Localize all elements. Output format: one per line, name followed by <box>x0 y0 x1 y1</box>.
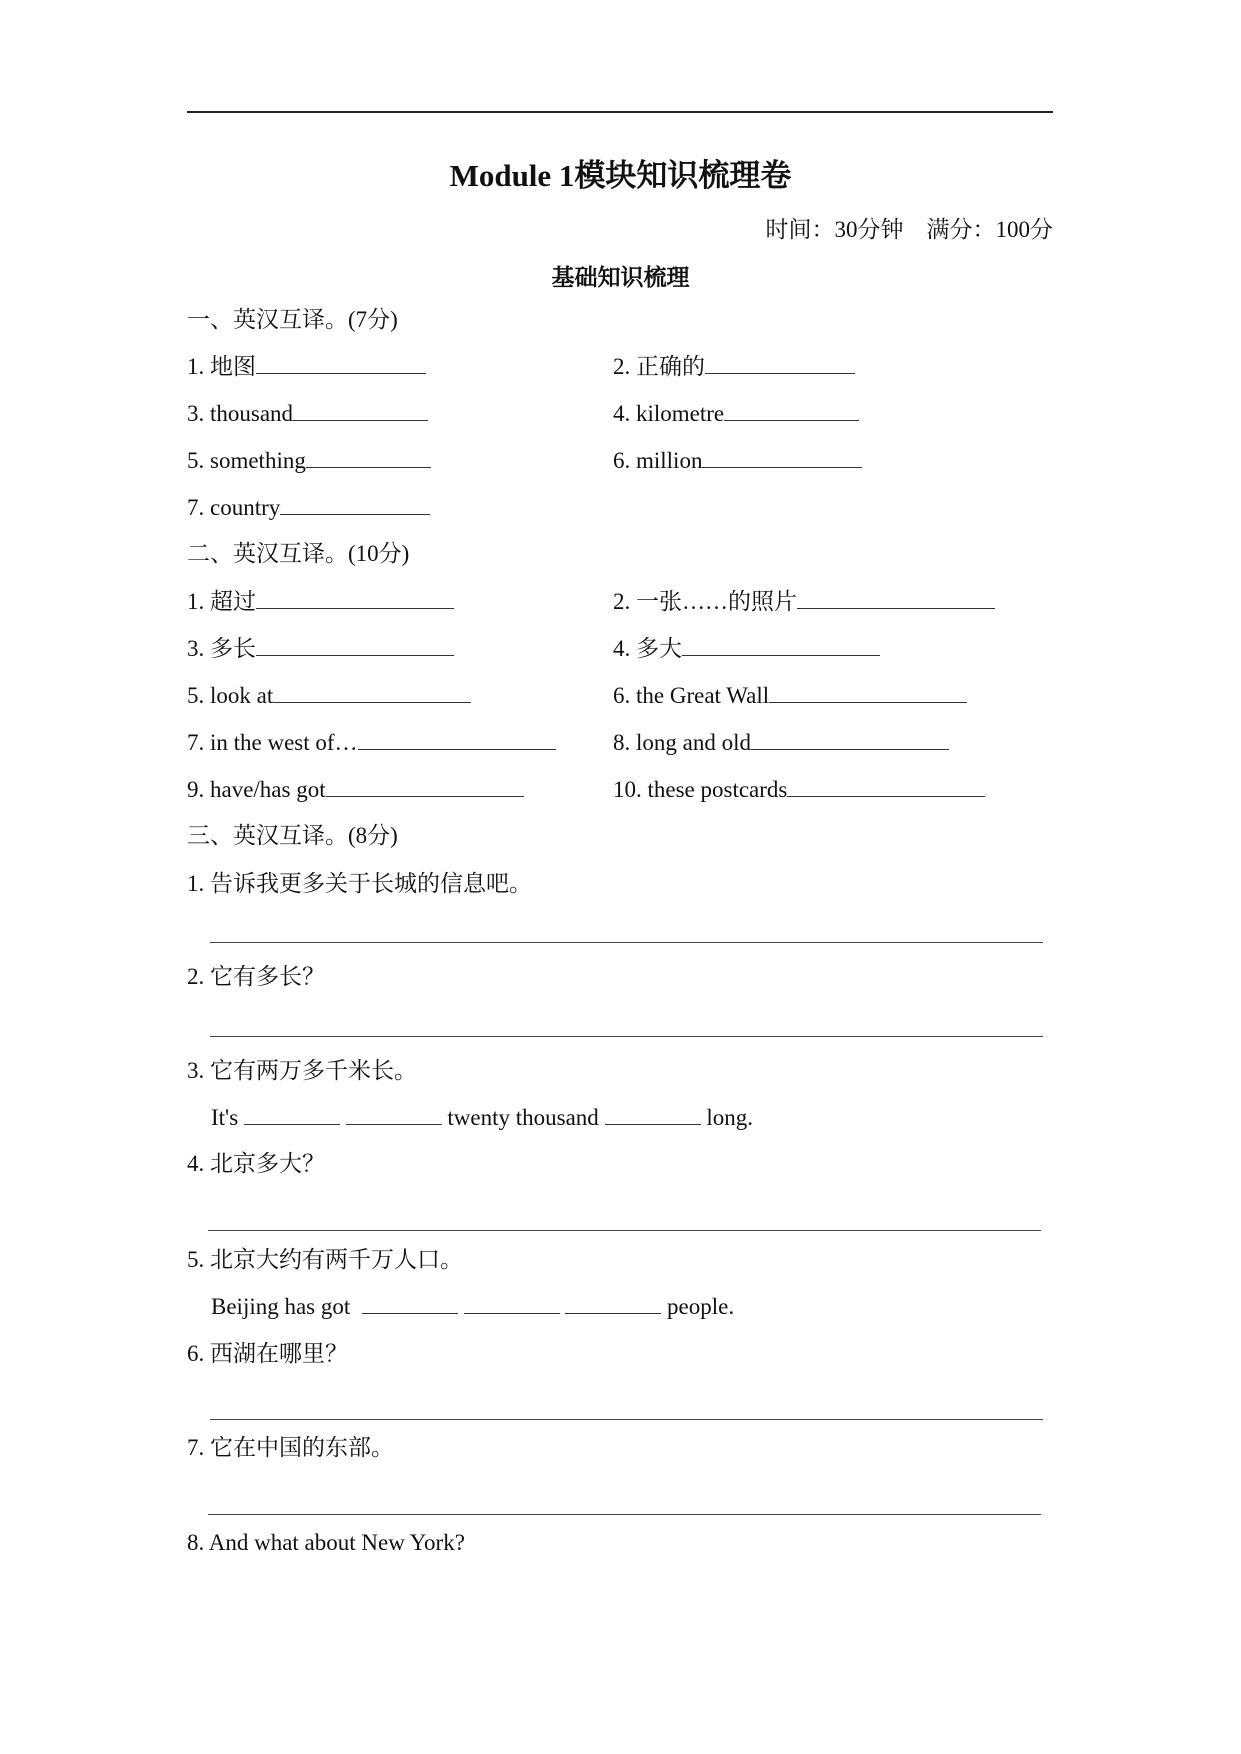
s2-item-1 <box>187 588 454 616</box>
answer-blank[interactable] <box>358 729 556 750</box>
s3-item-1: 1. 告诉我更多关于长城的信息吧。 <box>187 871 532 896</box>
s1-item-3 <box>187 400 428 428</box>
answer-blank[interactable] <box>565 1293 661 1314</box>
s2-item-6-label: 6. the Great Wall <box>613 683 770 708</box>
s2-item-7 <box>187 729 556 757</box>
s2-item-10 <box>613 776 985 804</box>
answer-blank[interactable] <box>256 353 426 374</box>
s2-item-4-label: 4. 多大 <box>613 636 682 661</box>
answer-blank[interactable] <box>326 776 524 797</box>
s2-item-5-label: 5. look at <box>187 683 274 708</box>
answer-blank[interactable] <box>244 1104 340 1125</box>
s1-item-2 <box>613 353 855 381</box>
answer-blank[interactable] <box>362 1293 458 1314</box>
section-subtitle: 基础知识梳理 <box>551 265 690 290</box>
header-rule <box>187 111 1053 113</box>
s3-item-2: 2. 它有多长？ <box>187 964 325 989</box>
answer-blank[interactable] <box>724 400 859 421</box>
sentence-part: twenty thousand <box>447 1105 599 1130</box>
s1-item-4-label: 4. kilometre <box>613 401 725 426</box>
page-title: Module 1模块知识梳理卷 <box>449 158 792 193</box>
s2-item-1-label: 1. 超过 <box>187 589 256 614</box>
section1-heading: 一、英汉互译。(7分) <box>187 307 398 332</box>
answer-blank[interactable] <box>787 776 985 797</box>
sentence-part: people. <box>667 1294 735 1319</box>
s3-item-3: 3. 它有两万多千米长。 <box>187 1058 417 1083</box>
answer-line[interactable] <box>210 1419 1043 1420</box>
answer-blank[interactable] <box>280 494 430 515</box>
s2-item-9-label: 9. have/has got <box>187 777 326 802</box>
answer-blank[interactable] <box>293 400 428 421</box>
sentence-part: Beijing has got <box>211 1294 351 1319</box>
s3-item-5-sentence <box>211 1293 734 1321</box>
s2-item-10-label: 10. these postcards <box>613 777 788 802</box>
answer-blank[interactable] <box>797 588 995 609</box>
answer-line[interactable] <box>210 1036 1043 1037</box>
s1-item-5 <box>187 447 431 475</box>
answer-line[interactable] <box>208 1514 1041 1515</box>
answer-blank[interactable] <box>751 729 949 750</box>
exam-meta: 时间：30分钟 满分：100分 <box>765 217 1053 242</box>
s3-item-3-sentence <box>211 1104 753 1132</box>
s3-item-4: 4. 北京多大？ <box>187 1151 325 1176</box>
s1-item-2-label: 2. 正确的 <box>613 354 705 379</box>
s3-item-6: 6. 西湖在哪里？ <box>187 1341 348 1366</box>
s2-item-2-label: 2. 一张……的照片 <box>613 589 797 614</box>
s2-item-3 <box>187 635 454 663</box>
s2-item-2 <box>613 588 995 616</box>
answer-blank[interactable] <box>769 682 967 703</box>
s2-item-3-label: 3. 多长 <box>187 636 256 661</box>
s1-item-7-label: 7. country <box>187 495 281 520</box>
s1-item-3-label: 3. thousand <box>187 401 294 426</box>
answer-blank[interactable] <box>256 588 454 609</box>
s2-item-6 <box>613 682 967 710</box>
s1-item-1 <box>187 353 426 381</box>
s2-item-8-label: 8. long and old <box>613 730 751 755</box>
s1-item-5-label: 5. something <box>187 448 306 473</box>
s2-item-5 <box>187 682 471 710</box>
s2-item-8 <box>613 729 949 757</box>
s3-item-7: 7. 它在中国的东部。 <box>187 1435 394 1460</box>
s3-item-5: 5. 北京大约有两千万人口。 <box>187 1247 463 1272</box>
answer-line[interactable] <box>208 1230 1041 1231</box>
section2-heading: 二、英汉互译。(10分) <box>187 541 410 566</box>
s1-item-6-label: 6. million <box>613 448 703 473</box>
s1-item-1-label: 1. 地图 <box>187 354 256 379</box>
s2-item-9 <box>187 776 524 804</box>
s3-item-8: 8. And what about New York? <box>187 1530 465 1555</box>
answer-blank[interactable] <box>273 682 471 703</box>
answer-blank[interactable] <box>705 353 855 374</box>
answer-line[interactable] <box>210 942 1043 943</box>
answer-blank[interactable] <box>346 1104 442 1125</box>
answer-blank[interactable] <box>464 1293 560 1314</box>
answer-blank[interactable] <box>682 635 880 656</box>
section3-heading: 三、英汉互译。(8分) <box>187 823 398 848</box>
answer-blank[interactable] <box>605 1104 701 1125</box>
answer-blank[interactable] <box>306 447 431 468</box>
answer-blank[interactable] <box>256 635 454 656</box>
s1-item-7 <box>187 494 430 522</box>
s1-item-6 <box>613 447 862 475</box>
s1-item-4 <box>613 400 859 428</box>
sentence-part: long. <box>706 1105 753 1130</box>
answer-blank[interactable] <box>702 447 862 468</box>
s2-item-7-label: 7. in the west of… <box>187 730 358 755</box>
sentence-part: It's <box>211 1105 239 1130</box>
s2-item-4 <box>613 635 880 663</box>
